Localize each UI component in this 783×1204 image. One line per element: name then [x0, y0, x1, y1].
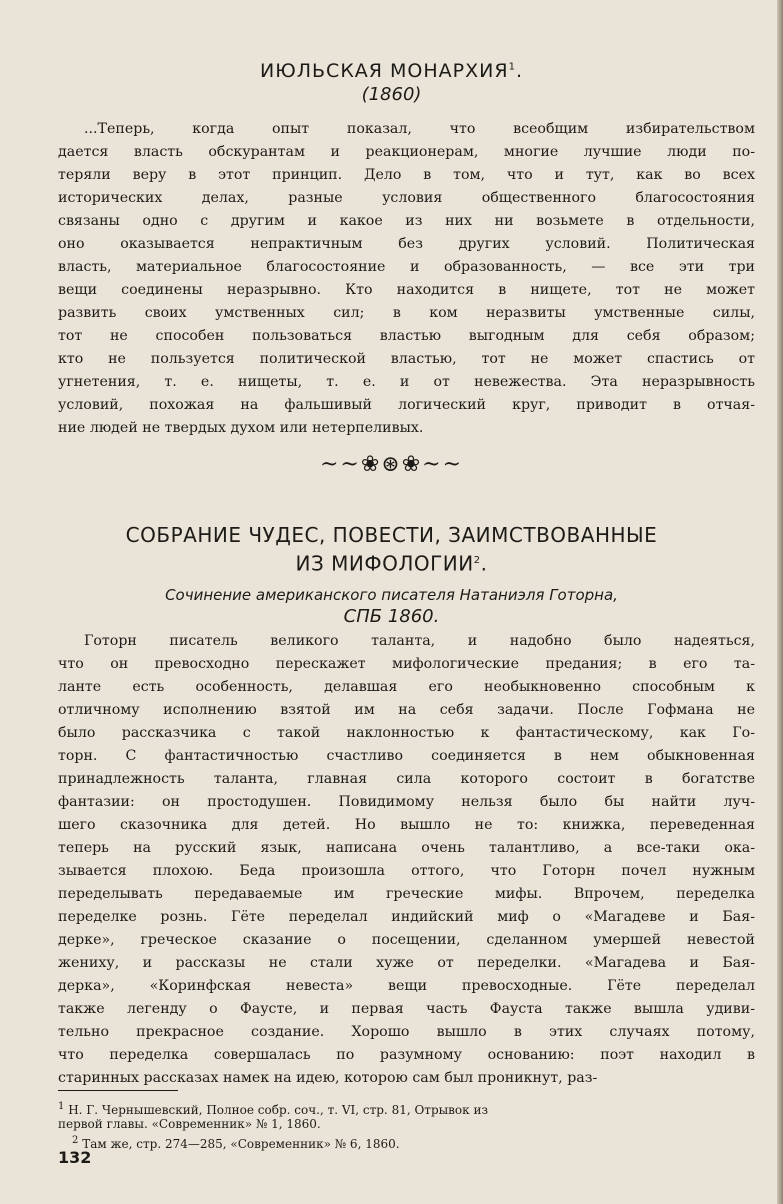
text-line: развить своих умственных сил; в ком неразвиты умственные силы, [58, 305, 755, 321]
text-line: ...Теперь, когда опыт показал, что всеобщим избирательством [84, 121, 755, 137]
text-line: связаны одно с другим и какое из них ни возьмете в отдельности, [58, 213, 755, 229]
footnote-1: $^1$ Н. Г. Чернышевский, Полное собр. соч., т. VI, стр. 81, Отрывок из [58, 1101, 489, 1117]
text-line: власть, материальное благосостояние и образованность, — все эти три [58, 259, 755, 275]
text-line: оно оказывается непрактичным без других условий. Политическая [58, 236, 755, 252]
section1-paragraph [58, 118, 755, 440]
footnote-mark: 2 [473, 555, 481, 566]
section1-title: ИЮЛЬСКАЯ МОНАРХИЯ$^1$. [260, 60, 523, 82]
subtitle-line: Сочинение американского писателя Натаниэля Готорна, [165, 586, 618, 604]
text-line: дерка», «Коринфская невеста» вещи превосходные. Гёте переделал [58, 978, 755, 994]
text-line: зывается плохою. Беда произошла оттого, что Готорн почел нужным [58, 863, 755, 879]
text-line: старинных рассказах намек на идею, которою сам был проникнут, раз- [58, 1070, 598, 1086]
text-line: тот не способен пользоваться властью выгодным для себя образом; [58, 328, 755, 344]
text-line: жениху, и рассказы не стали хуже от переделки. «Магадева и Бая- [58, 955, 755, 971]
section2-title-line1: СОБРАНИЕ ЧУДЕС, ПОВЕСТИ, ЗАИМСТВОВАННЫЕ [125, 523, 658, 547]
text-line: Готорн писатель великого таланта, и надобно было надеяться, [84, 633, 755, 649]
footnote-rule [58, 1090, 178, 1091]
text-line: угнетения, т. е. нищеты, т. е. и от невежества. Эта неразрывность [58, 374, 755, 390]
text-line: теряли веру в этот принцип. Дело в том, что и тут, как во всех [58, 167, 755, 183]
text-line: торн. С фантастичностью счастливо соединяется в нем обыкновенная [58, 748, 755, 764]
footnote-2: $^2$ Там же, стр. 274—285, «Современник» № 6, 1860. [72, 1135, 400, 1151]
section2-paragraph [58, 630, 755, 1090]
section2-title [0, 522, 783, 577]
text-line: шего сказочника для детей. Но вышло не то: книжка, переведенная [58, 817, 755, 833]
text-line: также легенду о Фаусте, и первая часть Фауста также вышла удиви- [58, 1001, 755, 1017]
text-line: дается власть обскурантам и реакционерам, многие лучшие люди по- [58, 144, 755, 160]
text-line: ние людей не твердых духом или нетерпеливых. [58, 420, 424, 436]
page-number: 132 [58, 1148, 92, 1167]
footnote-1-continued: первой главы. «Современник» № 1, 1860. [58, 1117, 321, 1131]
subtitle-year: СПБ 1860. [343, 606, 440, 627]
text-line: принадлежность таланта, главная сила которого состоит в богатстве [58, 771, 755, 787]
text-line: что он превосходно перескажет мифологические предания; в его та- [58, 656, 755, 672]
text-line: теперь на русский язык, написана очень талантливо, а все-таки ока- [58, 840, 755, 856]
text-line: ланте есть особенность, делавшая его необыкновенно способным к [58, 679, 755, 695]
text-line: вещи соединены неразрывно. Кто находится в нищете, тот не может [58, 282, 755, 298]
footnote-mark: 1 [508, 61, 516, 73]
text-line: что переделка совершалась по разумному основанию: поэт находил в [58, 1047, 755, 1063]
text-line: тельно прекрасное создание. Хорошо вышло в этих случаях потому, [58, 1024, 755, 1040]
section2-subtitle [0, 584, 783, 628]
text-line: условий, похожая на фальшивый логический круг, приводит в отчая- [58, 397, 755, 413]
text-line: было рассказчика с такой наклонностью к фантастическому, как Го- [58, 725, 755, 741]
ornament-divider: ~~❀⊛❀~~ [319, 452, 464, 477]
text-line: фантазии: он простодушен. Повидимому нельзя было бы найти луч- [58, 794, 755, 810]
text-line: переделывать передаваемые им греческие мифы. Впрочем, переделка [58, 886, 755, 902]
section2-title-line2: ИЗ МИФОЛОГИИ$^2$. [295, 551, 488, 576]
text-line: отличному исполнению взятой им на себя задачи. После Гофмана не [58, 702, 755, 718]
text-line: исторических делах, разные условия общественного благосостояния [58, 190, 755, 206]
text-line: переделке рознь. Гёте переделал индийский миф о «Магадеве и Бая- [58, 909, 755, 925]
text-line: кто не пользуется политической властью, тот не может спастись от [58, 351, 755, 367]
section1-year: (1860) [361, 84, 422, 105]
text-line: дерке», греческое сказание о посещении, сделанном умершей невестой [58, 932, 755, 948]
